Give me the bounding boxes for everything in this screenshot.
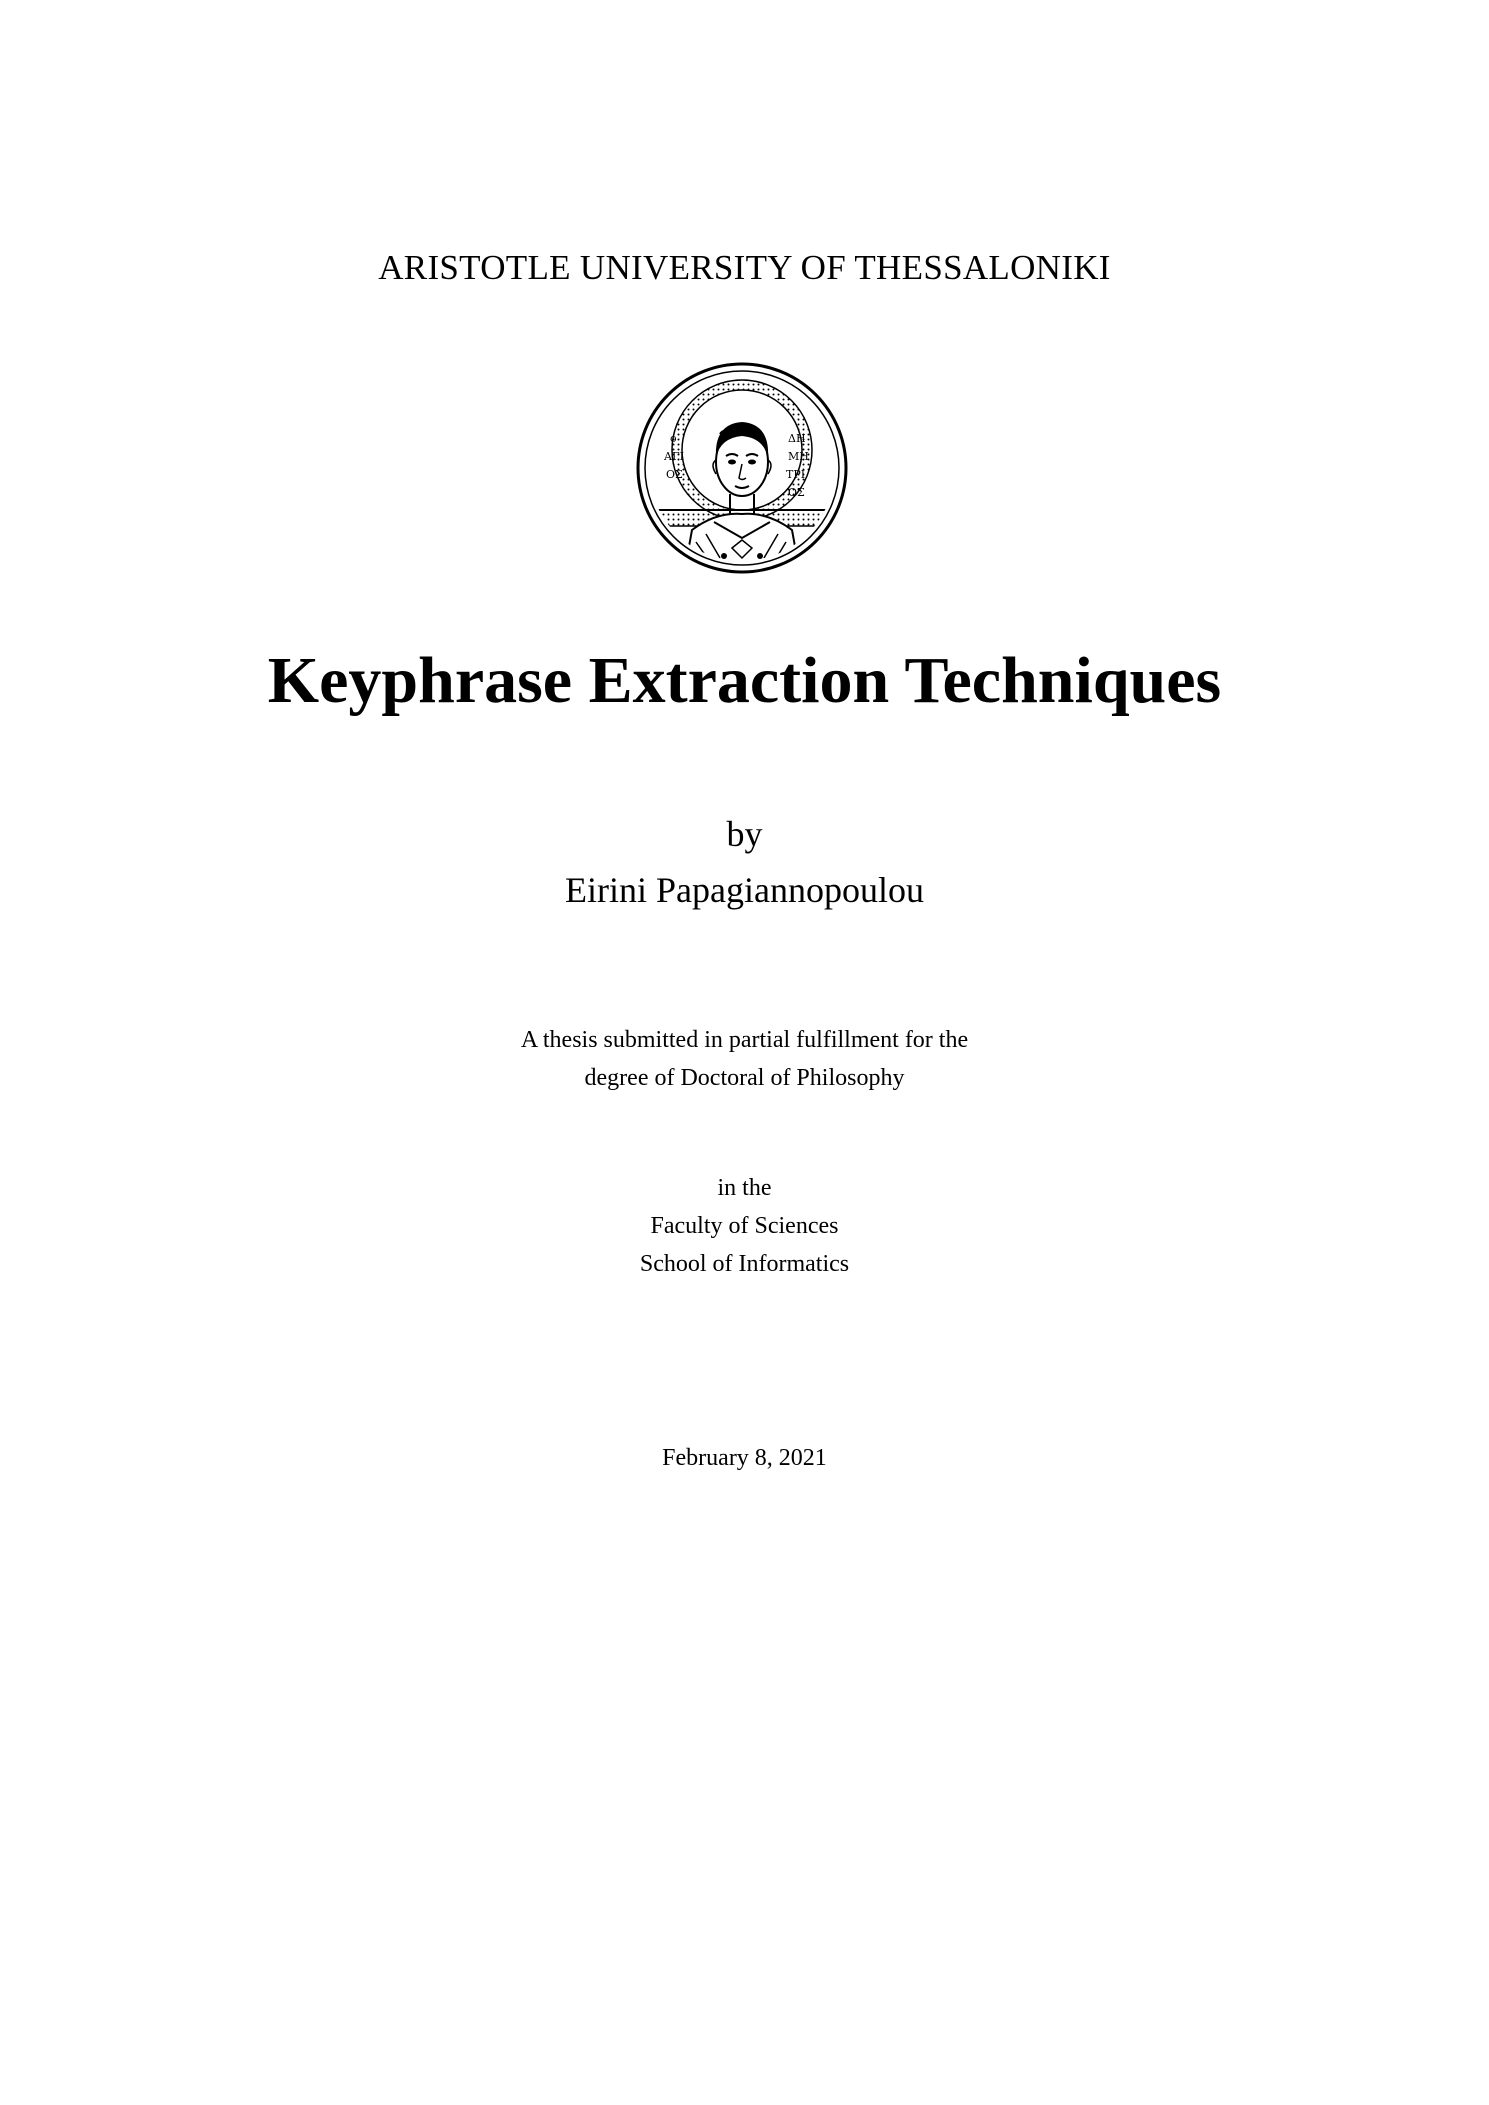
faculty-name: Faculty of Sciences: [650, 1213, 839, 1239]
by-label: by: [726, 814, 763, 854]
svg-text:ΟΣ: ΟΣ: [788, 486, 805, 499]
university-seal-icon: [636, 362, 848, 574]
author-name: Eirini Papagiannopoulou: [565, 870, 924, 910]
thesis-statement-line1: A thesis submitted in partial fulfillment for the: [520, 1027, 969, 1053]
svg-text:ΟΣ: ΟΣ: [666, 468, 683, 481]
school-name: School of Informatics: [639, 1251, 850, 1277]
thesis-title: Keyphrase Extraction Techniques: [267, 644, 1222, 717]
svg-text:ο: ο: [670, 432, 677, 445]
svg-text:ΑΓΙ: ΑΓΙ: [664, 450, 684, 463]
university-name: ARISTOTLE UNIVERSITY OF THESSALONIKI: [378, 248, 1111, 287]
svg-text:ΔΗ: ΔΗ: [788, 432, 806, 445]
svg-text:ΤΡΙ: ΤΡΙ: [786, 468, 806, 481]
affiliation-prefix: in the: [717, 1175, 772, 1201]
submission-date: February 8, 2021: [662, 1445, 827, 1471]
thesis-statement-line2: degree of Doctoral of Philosophy: [584, 1065, 905, 1091]
svg-text:ΜΗ: ΜΗ: [788, 450, 809, 463]
